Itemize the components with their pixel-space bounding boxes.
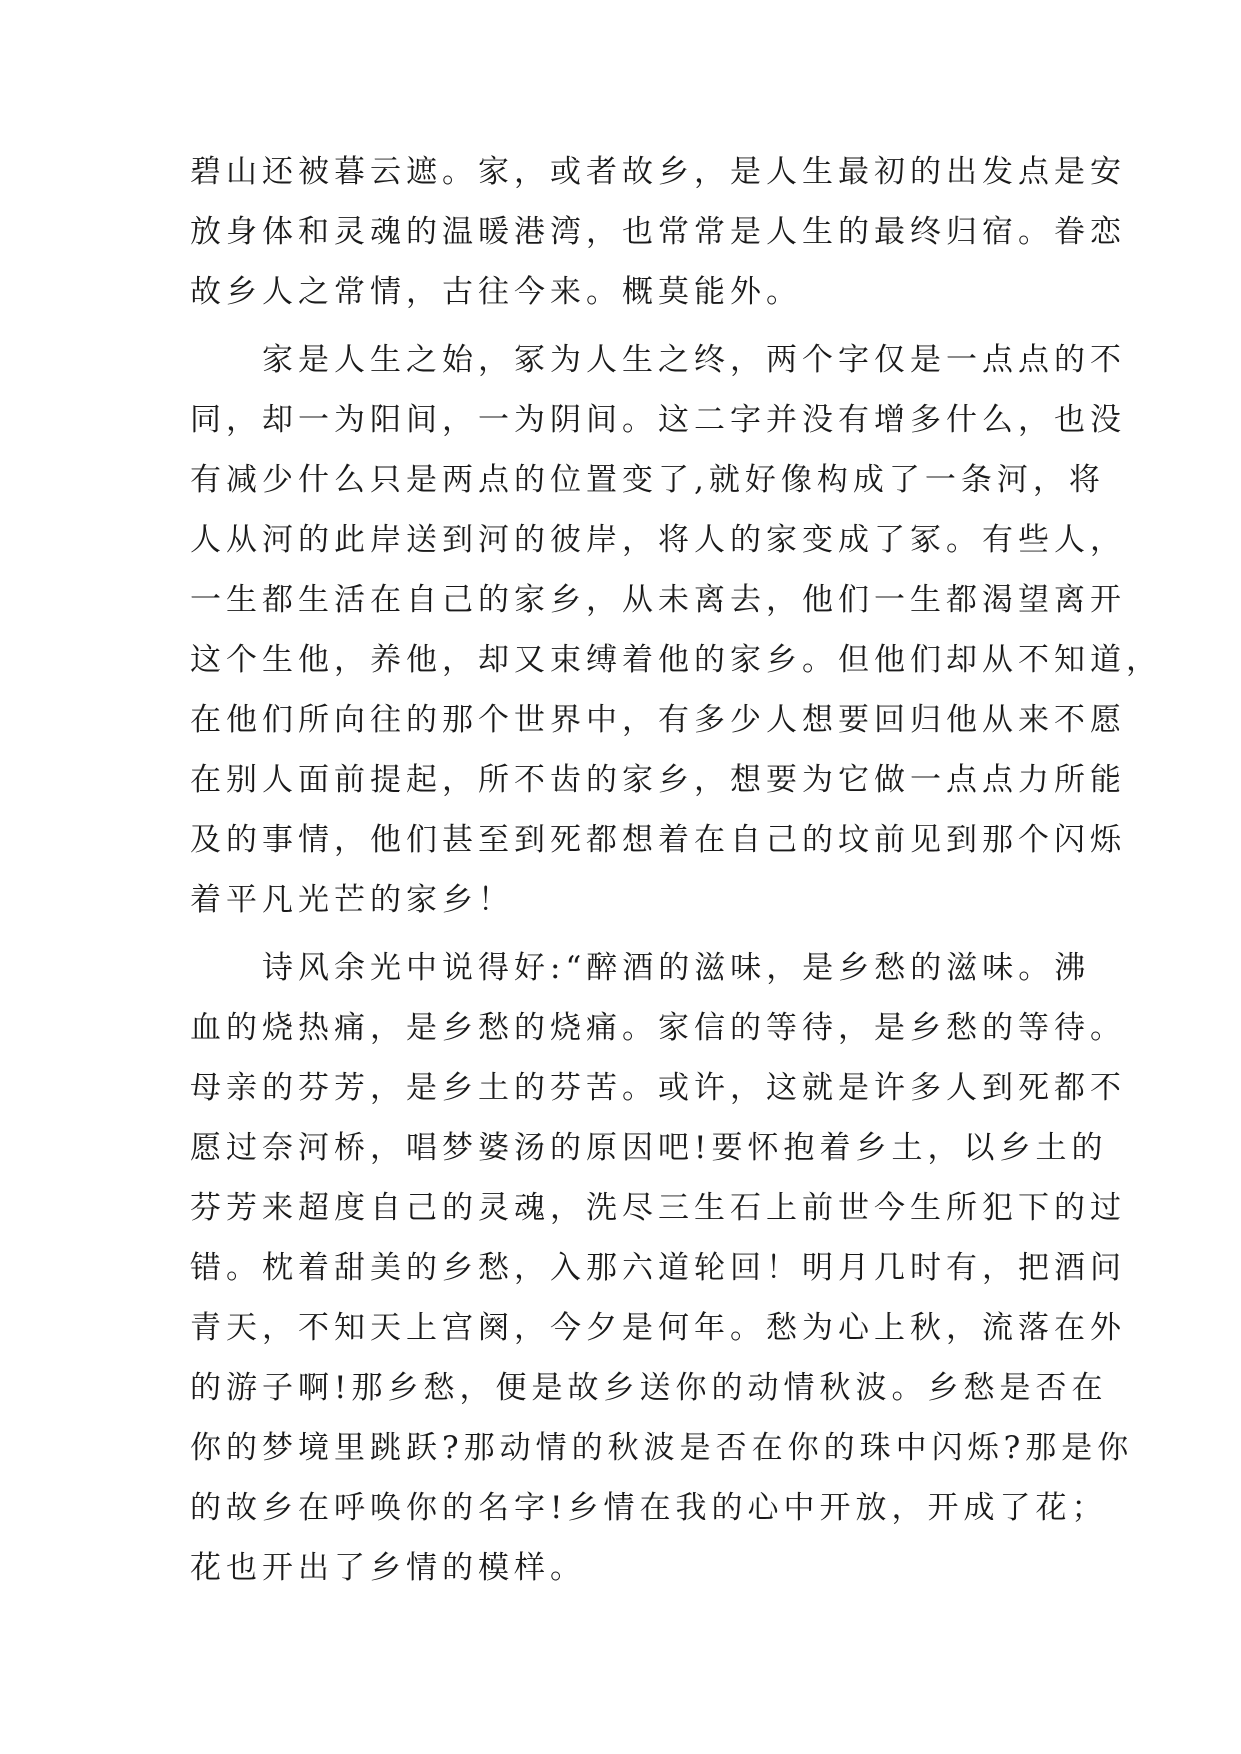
text-line: 血的烧热痛，是乡愁的烧痛。家信的等待，是乡愁的等待。 bbox=[190, 1010, 1126, 1046]
text-line: 在别人面前提起，所不齿的家乡，想要为它做一点点力所能 bbox=[190, 762, 1126, 798]
text-line: 在他们所向往的那个世界中，有多少人想要回归他从来不愿 bbox=[190, 702, 1126, 738]
text-line: 故乡人之常情，古往今来。概莫能外。 bbox=[190, 274, 802, 310]
text-line: 有减少什么只是两点的位置变了,就好像构成了一条河，将 bbox=[190, 462, 1105, 498]
text-line: 放身体和灵魂的温暖港湾，也常常是人生的最终归宿。眷恋 bbox=[190, 214, 1126, 250]
text-line: 母亲的芬芳，是乡土的芬苦。或许，这就是许多人到死都不 bbox=[190, 1070, 1126, 1106]
text-line: 你的梦境里跳跃?那动情的秋波是否在你的珠中闪烁?那是你 bbox=[190, 1430, 1134, 1466]
text-line: 的故乡在呼唤你的名字!乡情在我的心中开放，开成了花； bbox=[190, 1490, 1108, 1526]
text-line: 一生都生活在自己的家乡，从未离去，他们一生都渴望离开 bbox=[190, 582, 1126, 618]
paragraph-start-line: 家是人生之始，冢为人生之终，两个字仅是一点点的不 bbox=[262, 342, 1126, 378]
text-line: 着平凡光芒的家乡！ bbox=[190, 882, 514, 918]
text-line: 青天，不知天上宫阕，今夕是何年。愁为心上秋，流落在外 bbox=[190, 1310, 1126, 1346]
text-line: 花也开出了乡情的模样。 bbox=[190, 1550, 586, 1586]
text-line: 及的事情，他们甚至到死都想着在自己的坟前见到那个闪烁 bbox=[190, 822, 1126, 858]
text-line: 愿过奈河桥，唱梦婆汤的原因吧!要怀抱着乡土，以乡土的 bbox=[190, 1130, 1108, 1166]
text-line: 错。枕着甜美的乡愁，入那六道轮回！明月几时有，把酒问 bbox=[190, 1250, 1126, 1286]
text-line: 这个生他，养他，却又束缚着他的家乡。但他们却从不知道， bbox=[190, 642, 1162, 678]
paragraph-start-line: 诗风余光中说得好:“醉酒的滋味，是乡愁的滋味。沸 bbox=[262, 950, 1091, 986]
text-line: 碧山还被暮云遮。家，或者故乡，是人生最初的出发点是安 bbox=[190, 154, 1126, 190]
text-line: 的游子啊!那乡愁，便是故乡送你的动情秋波。乡愁是否在 bbox=[190, 1370, 1108, 1406]
text-line: 同，却一为阳间，一为阴间。这二字并没有增多什么，也没 bbox=[190, 402, 1126, 438]
text-line: 人从河的此岸送到河的彼岸，将人的家变成了冢。有些人， bbox=[190, 522, 1126, 558]
document-body bbox=[190, 142, 1162, 1598]
text-line: 芬芳来超度自己的灵魂，洗尽三生石上前世今生所犯下的过 bbox=[190, 1190, 1126, 1226]
